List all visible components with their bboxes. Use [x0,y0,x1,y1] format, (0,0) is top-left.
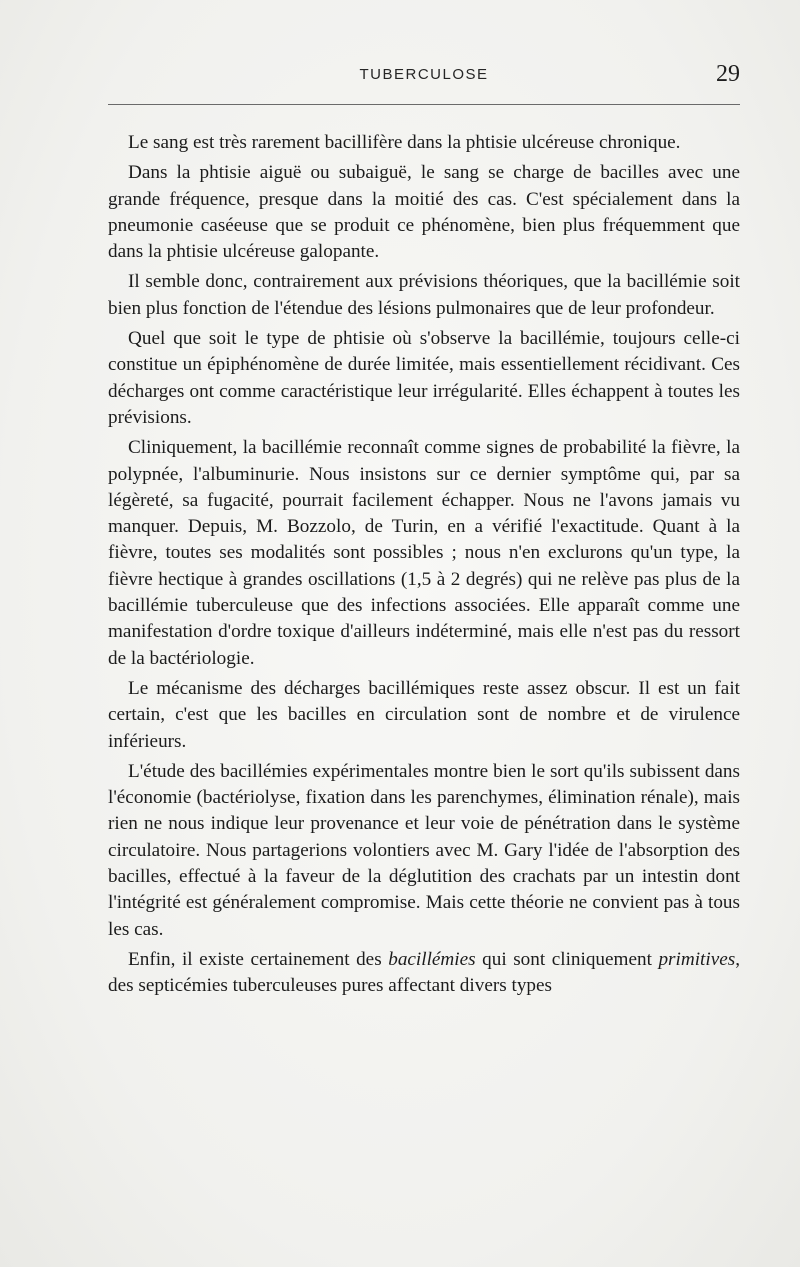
paragraph-text: , des septicémies tuberculeuses pures affectant divers types [108,948,740,997]
body-text [108,130,740,1000]
running-title: TUBERCULOSE [359,66,489,83]
paragraph: Quel que soit le type de phtisie où s'observe la bacillémie, toujours celle-ci constitue un épiphénomène de durée limitée, mais essentiellement récidivant. Ces décharges ont comme caractéristique leur irrégularité. Elles échappent à toutes les prévisions. [108,328,740,428]
italic-term: bacillémies [388,948,476,970]
page-number: 29 [716,61,740,87]
paragraph: Dans la phtisie aiguë ou subaiguë, le sang se charge de bacilles avec une grande fréquence, presque dans la moitié des cas. C'est spécialement dans la pneumonie caséeuse que se produit ce phénomène, bien plus fréquemment que dans la phtisie ulcéreuse galopante. [108,162,740,263]
header-rule [108,104,740,105]
italic-term: primitives [658,948,736,970]
page-header [108,61,740,96]
paragraph: Le mécanisme des décharges bacillémiques reste assez obscur. Il est un fait certain, c'est que les bacilles en circulation sont de nombre et de virulence inférieurs. [108,677,740,752]
paragraph: Cliniquement, la bacillémie reconnaît comme signes de probabilité la fièvre, la polypnée, l'albuminurie. Nous insistons sur ce dernier symptôme qui, par sa légèreté, sa fugacité, pourrait facilement échapper. Nous ne l'avons jamais vu manquer. Depuis, M. Bozzolo, de Turin, en a vérifié l'exactitude. Quant à la fièvre, toutes ses modalités sont possibles ; nous n'en exclurons qu'un type, la fièvre hectique à grandes oscillations (1,5 à 2 degrés) qui ne relève pas plus de la bacillémie tuberculeuse que des infections associées. Elle apparaît comme une manifestation d'ordre toxique d'ailleurs indéterminé, mais elle n'est pas du ressort de la bactériologie. [108,437,740,669]
paragraph: Le sang est très rarement bacillifère dans la phtisie ulcéreuse chronique. [128,132,681,153]
paragraph-text: Enfin, il existe certainement des [128,948,389,970]
paragraph [108,947,740,1000]
paragraph-text: qui sont cliniquement [475,948,659,970]
paragraph: L'étude des bacillémies expérimentales montre bien le sort qu'ils subissent dans l'économie (bactériolyse, fixation dans les parenchymes, élimination rénale), mais rien ne nous indique leur provenance et leur voie de pénétration dans le système circulatoire. Nous partagerions volontiers avec M. Gary l'idée de l'absorption des bacilles, effectué à la faveur de la déglutition des crachats par un intestin dont l'intégrité est généralement compromise. Mais cette théorie ne convient pas à tous les cas. [108,760,740,940]
paragraph: Il semble donc, contrairement aux prévisions théoriques, que la bacillémie soit bien plus fonction de l'étendue des lésions pulmonaires que de leur profondeur. [108,271,740,319]
